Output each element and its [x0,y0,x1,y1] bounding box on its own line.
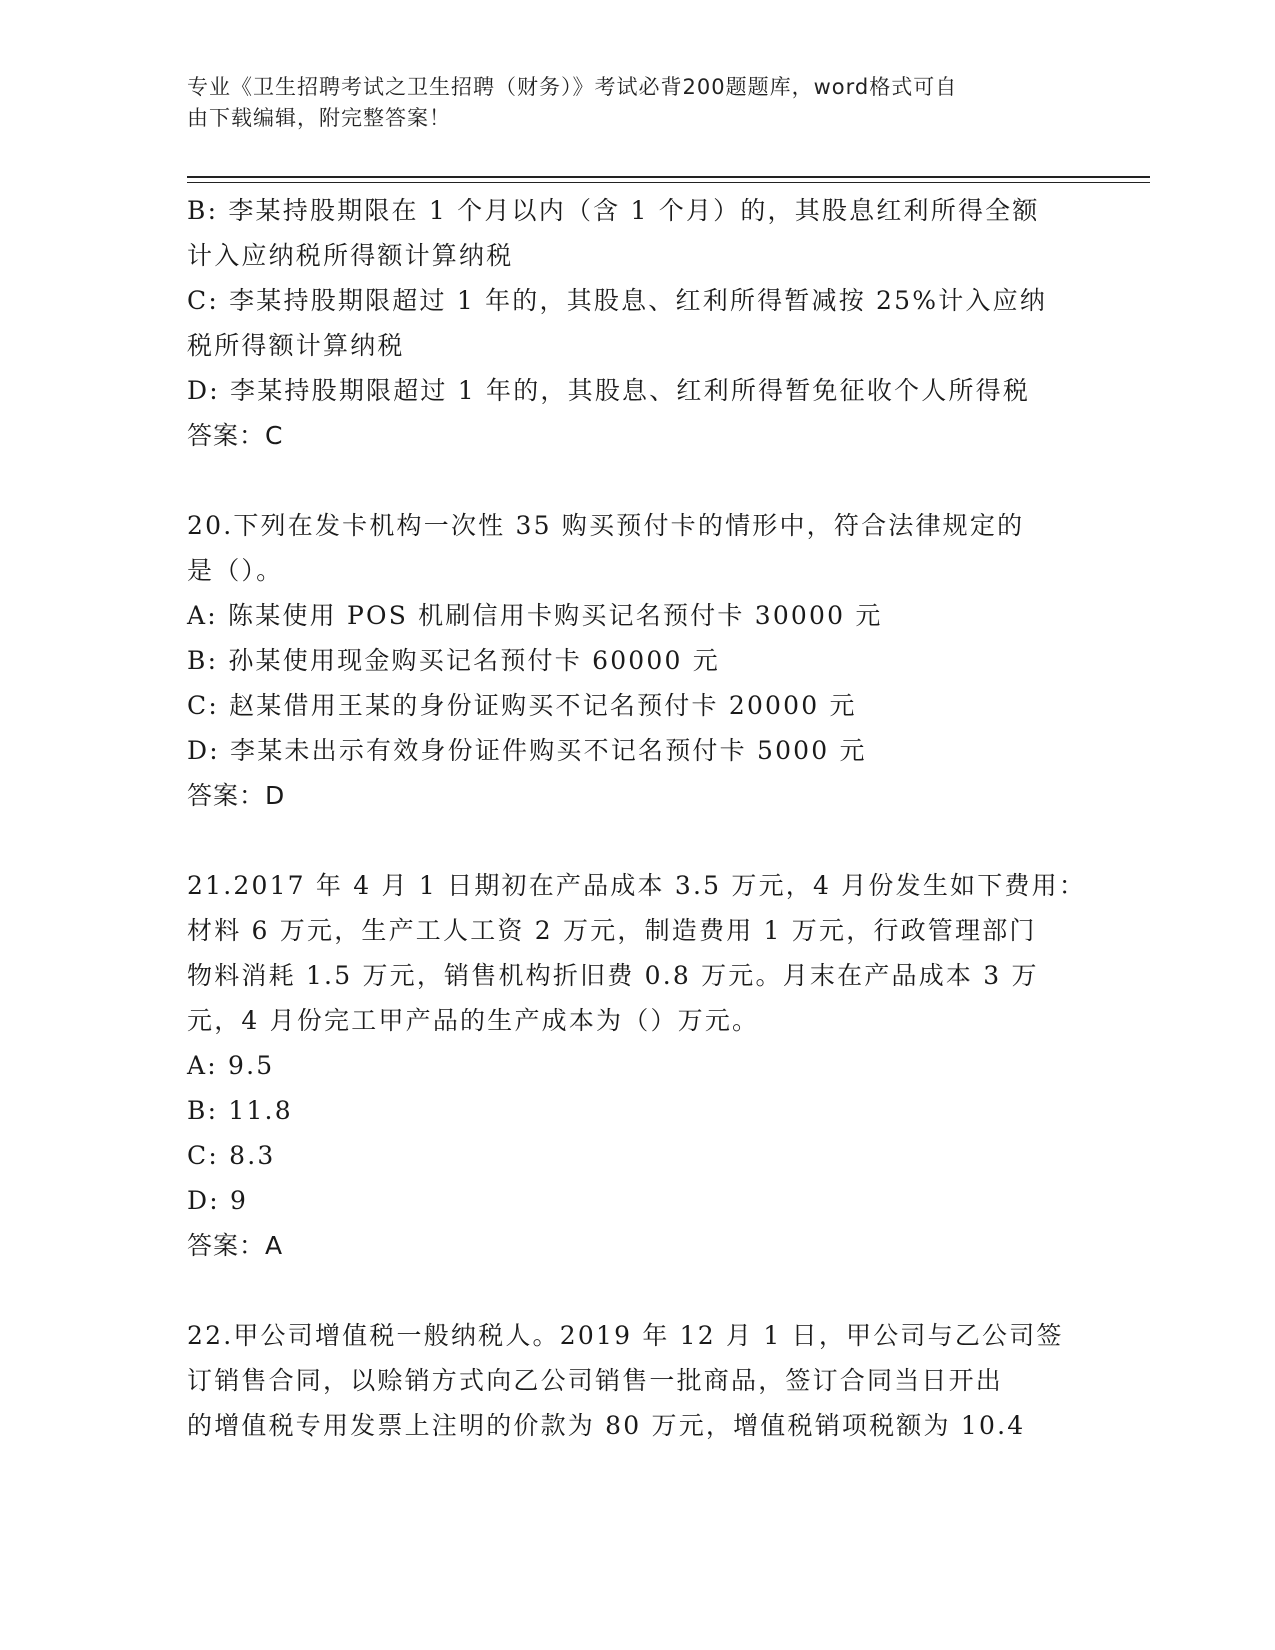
spacer [187,818,1087,863]
question-stem-line-3: 物料消耗 1.5 万元，销售机构折旧费 0.8 万元。月末在产品成本 3 万 [187,961,1039,990]
question-20 [187,503,1087,818]
option-c: C: 8.3 [187,1141,276,1170]
question-stem-line-2: 材料 6 万元，生产工人工资 2 万元，制造费用 1 万元，行政管理部门 [187,916,1037,945]
answer: 答案：C [187,421,284,450]
question-stem-line-1: 20.下列在发卡机构一次性 35 购买预付卡的情形中，符合法律规定的 [187,511,1025,540]
question-19 [187,188,1087,458]
question-stem-line-2: 订销售合同，以赊销方式向乙公司销售一批商品，签订合同当日开出 [187,1366,1004,1395]
option-b-line-1: B: 李某持股期限在 1 个月以内（含 1 个月）的，其股息红利所得全额 [187,196,1040,225]
option-d: D: 李某未出示有效身份证件购买不记名预付卡 5000 元 [187,736,867,765]
option-c-line-2: 税所得额计算纳税 [187,331,405,360]
header-line-1: 专业《卫生招聘考试之卫生招聘（财务）》考试必背200题题库，word格式可自 [187,75,958,99]
spacer [187,458,1087,503]
document-header [187,72,1067,134]
option-b: B: 11.8 [187,1096,293,1125]
option-d: D: 李某持股期限超过 1 年的，其股息、红利所得暂免征收个人所得税 [187,376,1031,405]
header-rule-thin [187,182,1150,183]
header-line-2: 由下载编辑，附完整答案！ [187,106,451,130]
option-b: B: 孙某使用现金购买记名预付卡 60000 元 [187,646,720,675]
option-a: A: 陈某使用 POS 机刷信用卡购买记名预付卡 30000 元 [187,601,883,630]
question-22 [187,1313,1087,1448]
question-stem-line-3: 的增值税专用发票上注明的价款为 80 万元，增值税销项税额为 10.4 [187,1411,1026,1440]
option-a: A: 9.5 [187,1051,275,1080]
question-stem-line-2: 是（）。 [187,556,284,585]
question-stem-line-4: 元，4 月份完工甲产品的生产成本为（）万元。 [187,1006,760,1035]
option-b-line-2: 计入应纳税所得额计算纳税 [187,241,514,270]
option-c-line-1: C: 李某持股期限超过 1 年的，其股息、红利所得暂减按 25%计入应纳 [187,286,1048,315]
spacer [187,1268,1087,1313]
question-stem-line-1: 22.甲公司增值税一般纳税人。2019 年 12 月 1 日，甲公司与乙公司签 [187,1321,1064,1350]
header-rule-thick [187,176,1150,178]
answer: 答案：A [187,1231,284,1260]
option-d: D: 9 [187,1186,249,1215]
question-stem-line-1: 21.2017 年 4 月 1 日期初在产品成本 3.5 万元，4 月份发生如下费用： [187,871,1087,900]
question-21 [187,863,1087,1268]
answer: 答案：D [187,781,286,810]
option-c: C: 赵某借用王某的身份证购买不记名预付卡 20000 元 [187,691,857,720]
document-body [187,188,1087,1448]
